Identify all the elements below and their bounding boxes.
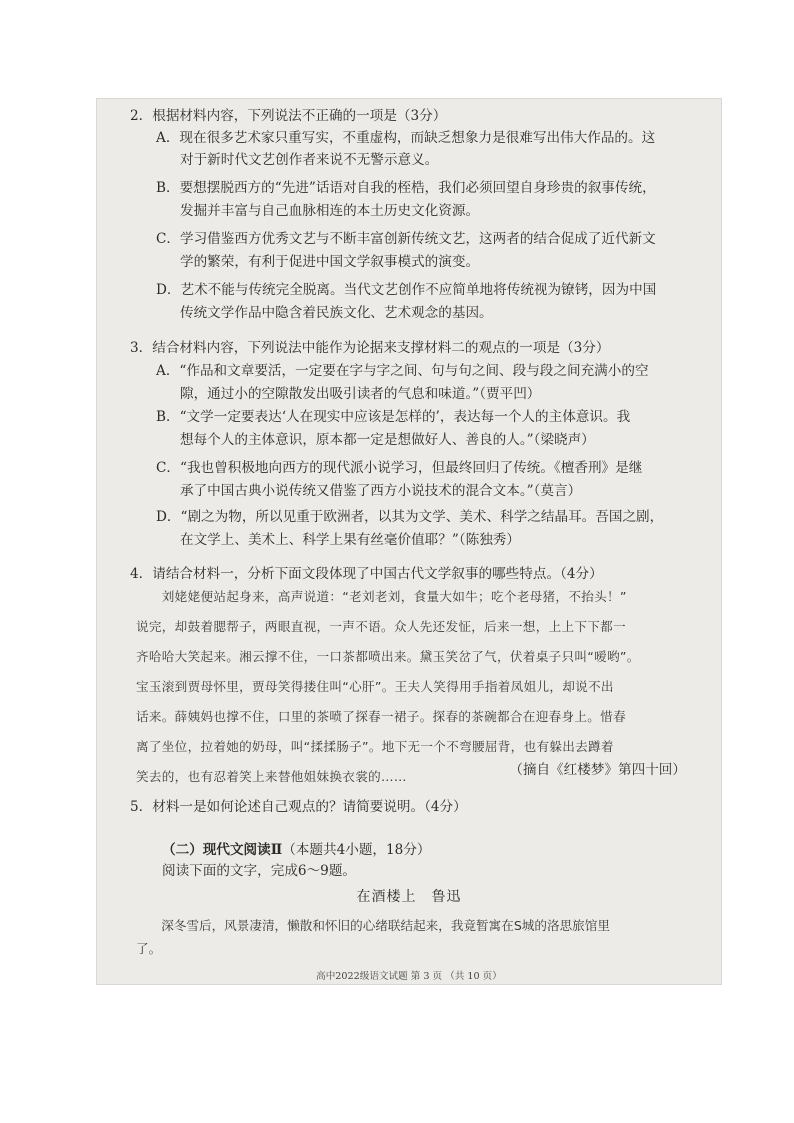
excerpt-line: 刘姥姥便站起身来，高声说道：“老刘老刘，食量大如牛；吃个老母猪，不抬头！”: [136, 589, 627, 604]
q3-option-c-cont: 承了中国古典小说传统又借鉴了西方小说技术的混合文本。”（莫言）: [180, 483, 582, 499]
q4-stem: 4．请结合材料一，分析下面文段体现了中国古代文学叙事的哪些特点。（4分）: [130, 566, 603, 582]
q2-option-d-cont: 传统文学作品中隐含着民族文化、艺术观念的基因。: [180, 305, 493, 321]
excerpt-source: （摘自《红楼梦》第四十回）: [509, 762, 686, 778]
q2-option-a-cont: 对于新时代文艺创作者来说不无警示意义。: [180, 152, 439, 168]
q3-option-d: D．“剧之为物，所以见重于欧洲者，以其为文学、美术、科学之结晶耳。吾国之剧，: [156, 509, 664, 525]
page-footer: 高中2022级语文试题 第 3 页 （共 10 页）: [316, 971, 502, 982]
q3-option-c: C．“我也曾积极地向西方的现代派小说学习，但最终回归了传统。《檀香刑》是继: [156, 460, 643, 476]
excerpt-line: 齐哈哈大笑起来。湘云撑不住，一口茶都喷出来。黛玉笑岔了气，伏着桌子只叫“嗳哟”。: [136, 649, 640, 664]
q5-stem: 5．材料一是如何论述自己观点的？请简要说明。（4分）: [130, 799, 467, 815]
q3-option-a-cont: 隙，通过小的空隙散发出吸引读者的气息和味道。”（贾平凹）: [180, 386, 541, 402]
excerpt-line: 话来。薛姨妈也撑不住，口里的茶喷了探春一裙子。探春的茶碗都合在迎春身上。惜春: [136, 709, 626, 724]
section-note: （本题共4小题，18分）: [282, 842, 431, 858]
story-title: 在酒楼上 鲁迅: [356, 889, 462, 905]
q3-option-b: B．“文学一定要表达‘人在现实中应该是怎样的’，表达每一个人的主体意识。我: [156, 409, 631, 425]
excerpt-line: 宝玉滚到贾母怀里，贾母笑得搂住叫“心肝”。王夫人笑得用手指着凤姐儿，却说不出: [136, 679, 614, 694]
excerpt-line: 笑去的，也有忍着笑上来替他姐妹换衣裳的……: [136, 769, 407, 784]
q2-option-a: A．现在很多艺术家只重写实，不重虚构，而缺乏想象力是很难写出伟大作品的。这: [156, 130, 656, 146]
q2-option-d: D．艺术不能与传统完全脱离。当代文艺创作不应简单地将传统视为镣铐，因为中国: [156, 282, 657, 298]
section-heading: [162, 838, 431, 858]
story-text: [136, 914, 696, 960]
story-line: 了。: [136, 941, 162, 956]
q3-stem: 3．结合材料内容，下列说法中能作为论据来支撑材料二的观点的一项是（3分）: [130, 340, 610, 356]
q3-option-b-cont: 想每个人的主体意识，原本都一定是想做好人、善良的人。”（梁晓声）: [180, 432, 595, 448]
q3-option-a: A．“作品和文章要活，一定要在字与字之间、句与句之间、段与段之间充满小的空: [156, 363, 649, 379]
section-title: （二）现代文阅读Ⅱ: [162, 842, 283, 858]
excerpt-line: 离了坐位，拉着她的奶母，叫“揉揉肠子”。地下无一个不弯腰屈背，也有躲出去蹲着: [136, 739, 614, 754]
q2-option-b-cont: 发掘并丰富与自己血脉相连的本土历史文化资源。: [180, 203, 480, 219]
exam-page: [96, 98, 722, 985]
q2-option-c-cont: 学的繁荣，有利于促进中国文学叙事模式的演变。: [180, 254, 480, 270]
q2-option-c: C．学习借鉴西方优秀文艺与不断丰富创新传统文艺，这两者的结合促成了近代新文: [156, 231, 656, 247]
q2-option-b: B．要想摆脱西方的“先进”话语对自我的桎梏，我们必须回望自身珍贵的叙事传统，: [156, 180, 656, 196]
story-line: 深冬雪后，风景凄清，懒散和怀旧的心绪联结起来，我竟暂寓在S城的洛思旅馆里: [136, 918, 610, 933]
q3-option-d-cont: 在文学上、美术上、科学上果有丝毫价值耶？”（陈独秀）: [180, 532, 520, 548]
section-instruction: 阅读下面的文字，完成6～9题。: [162, 863, 357, 879]
excerpt-line: 说完，却鼓着腮帮子，两眼直视，一声不语。众人先还发怔，后来一想，上上下下都一: [136, 619, 626, 634]
q2-stem: 2．根据材料内容，下列说法不正确的一项是（3分）: [130, 108, 447, 124]
